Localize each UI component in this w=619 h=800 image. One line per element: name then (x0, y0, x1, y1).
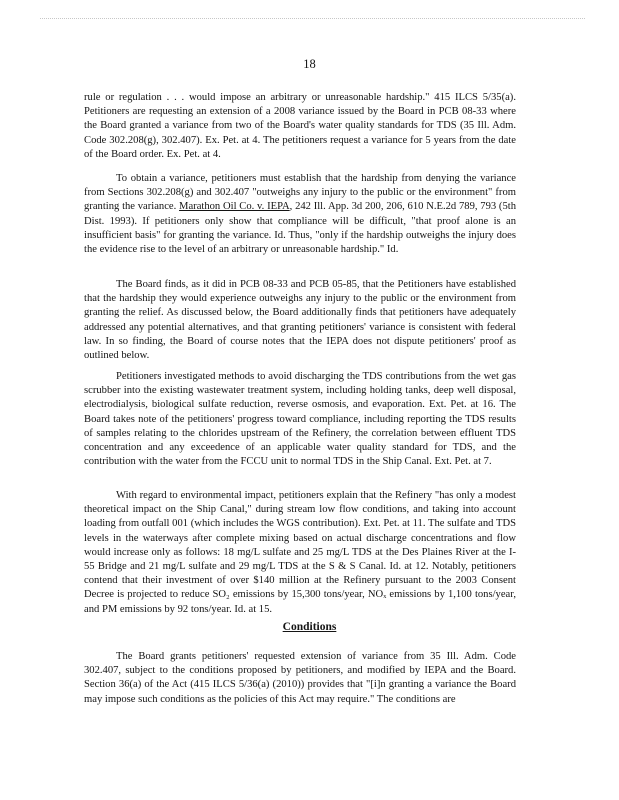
section-heading-conditions: Conditions (282, 621, 337, 633)
scan-artifact-line (40, 18, 585, 21)
paragraph-text: , 242 Ill. App. 3d 200, 206, 610 N.E.2d 789, 793 (5th Dist. 1993). If petitioners only show that compliance will be difficult, "that proof alone is an insufficient basis" for granting the variance. Id. Thus, "only if the hardship outweighs the injury does the evidence rise to the level of an arbitrary or unreasonable hardship." Id. (84, 201, 516, 256)
page-number: 18 (303, 57, 316, 71)
paragraph-conditions: The Board grants petitioners' requested extension of variance from 35 Ill. Adm. Code 302.407, subject to the conditions proposed by petitioners, and modified by IEPA and the Board. Section 36(a) of the Act (415 ILCS 5/36(a) (2010)) provides that "[i]n granting a variance the Board may impose such conditions as the policies of this Act may require." The conditions are (84, 651, 516, 705)
paragraph-environmental-impact: With regard to environmental impact, petitioners explain that the Refinery "has only a modest theoretical impact on the Ship Canal," during stream low flow conditions, and taking into account loading from outfall 001 (which includes the WGS contribution). Ext. Pet. at 11. The sulfate and TDS levels in the waterways after complete mixing based on actual discharge concentrations and flow would increase only as follows: 18 mg/L sulfate and 25 mg/L TDS at the Des Plaines River at the I-55 Bridge and 21 mg/L sulfate and 29 mg/L TDS at the S & S Canal. Id. at 12. Notably, petitioners contend that their investment of over $140 million at the Refinery pursuant to the 2003 Consent Decree is projected to reduce SO₂ emissions by 15,300 tons/year, NOₓ emissions by 1,100 tons/year, and PM emissions by 92 tons/year. Id. at 15. (84, 490, 516, 615)
case-citation: Marathon Oil Co. v. IEPA (179, 201, 290, 213)
paragraph-variance-request: rule or regulation . . . would impose an arbitrary or unreasonable hardship." 415 ILCS 5/35(a). Petitioners are requesting an extension of a 2008 variance issued by the Board in PCB 08-33 where the Board granted a variance from two of the Board's water quality standards for TDS (35 Ill. Adm. Code 302.208(g), 302.407). Ex. Pet. at 4. The petitioners request a variance for 5 years from the date of the Board order. Ex. Pet. at 4. (84, 92, 516, 160)
paragraph-board-finding: The Board finds, as it did in PCB 08-33 and PCB 05-85, that the Petitioners have established that the hardship they would experience outweighs any injury to the public or the environment from granting the relief. As discussed below, the Board additionally finds that petitioners have adequately addressed any potential alternatives, and that granting petitioners' variance is consistent with federal law. In so finding, the Board of course notes that the IEPA does not dispute petitioners' proof as outlined below. (84, 279, 516, 362)
paragraph-variance-standard (84, 172, 516, 257)
paragraph-alternatives: Petitioners investigated methods to avoid discharging the TDS contributions from the wet gas scrubber into the existing wastewater treatment system, including holding tanks, deep well disposal, electrodialysis, biological sulfate reduction, reverse osmosis, and evaporation. Ext. Pet. at 16. The Board takes note of the petitioners' progress toward compliance, including reporting the TDS results of samples relating to the chlorides upstream of the Refinery, the correlation between effluent TDS concentration and any exceedence of an applicable water quality standard for TDS, and the contribution with the water from the FCCU unit to normal TDS in the Ship Canal. Ext. Pet. at 7. (84, 371, 516, 468)
paragraph-text: To obtain a variance, petitioners must establish that the hardship from denying the variance from Sections 302.208(g) and 302.407 "outweighs any injury to the public or the environment" from granting the variance. (84, 173, 516, 213)
